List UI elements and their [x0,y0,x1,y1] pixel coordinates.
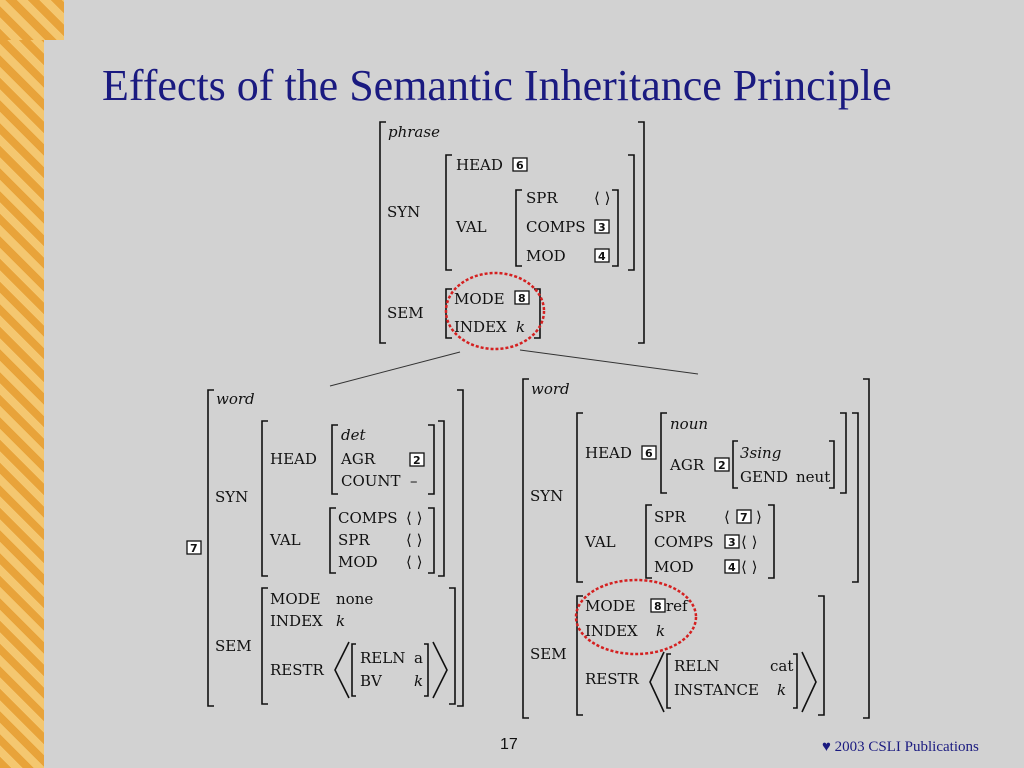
avm-left-reln: RELN [360,649,406,667]
avm-left-index: INDEX [270,612,323,630]
avm-right-mode-val: ref [666,597,688,615]
footer-text: 2003 CSLI Publications [834,739,979,755]
avm-left-comps: COMPS [338,509,398,527]
avm-top-head: HEAD [456,156,503,174]
highlight-circle [576,580,696,654]
avm-left-sem: SEM [215,637,252,655]
avm-top-mode: MODE [454,290,505,308]
avm-right-mod-val: ⟨ ⟩ [741,558,758,576]
avm-right-sem: SEM [530,645,567,663]
avm-right-head: HEAD [585,444,632,462]
tag-box [737,510,751,524]
avm-right-val: VAL [585,533,616,551]
avm-top-spr-val: ⟨ ⟩ [594,189,611,207]
svg-text:3: 3 [728,536,736,549]
svg-text:7: 7 [190,542,198,555]
heart-icon: ♥ [822,739,831,755]
avm-right-index-val: k [656,622,666,640]
avm-right-comps-val: ⟨ ⟩ [741,533,758,551]
tag-box [410,453,424,467]
tag-box [642,446,656,460]
tag-box [513,158,527,172]
svg-text:4: 4 [728,561,736,574]
avm-left-mode: MODE [270,590,321,608]
avm-right-mod: MOD [654,558,694,576]
avm-left-mode-val: none [336,590,374,608]
angle-bracket-close [802,652,816,712]
svg-text:2: 2 [413,454,421,467]
angle-bracket-open [335,642,349,698]
avm-top-val: VAL [456,218,487,236]
tag-box [187,541,201,555]
avm-right-agr-type: 3sing [740,444,782,462]
avm-left-spr-val: ⟨ ⟩ [406,531,423,549]
avm-right-syn: SYN [530,487,564,505]
avm-top-syn: SYN [387,203,421,221]
avm-left-spr: SPR [338,531,370,549]
angle-bracket-close [433,642,447,698]
svg-text:8: 8 [654,600,662,613]
avm-top-index: INDEX [454,318,507,336]
avm-left-reln-val: a [414,649,423,667]
avm-right-spr-close: ⟩ [756,508,762,526]
avm-right-spr: SPR [654,508,686,526]
avm-left-head-type: det [341,426,366,444]
tag-box [651,599,665,613]
svg-text:4: 4 [598,250,606,263]
avm-right-gend: GEND [740,468,789,486]
avm-left-count-val: – [410,472,418,490]
avm-right-mode: MODE [585,597,636,615]
avm-right-comps: COMPS [654,533,714,551]
avm-top-comps: COMPS [526,218,586,236]
highlight-circle [446,273,544,349]
avm-left-mod: MOD [338,553,378,571]
tag-box [725,560,739,574]
avm-top-mod: MOD [526,247,566,265]
tag-box [515,291,529,305]
avm-left-bv-val: k [414,672,424,690]
avm-right-spr-open: ⟨ [724,508,730,526]
tag-box [595,220,609,234]
avm-left-restr: RESTR [270,661,324,679]
avm-right-restr: RESTR [585,670,639,688]
avm-left-head: HEAD [270,450,317,468]
avm-right-instance: INSTANCE [674,681,759,699]
avm-right-agr: AGR [670,456,705,474]
avm-right-instance-val: k [777,681,787,699]
svg-text:6: 6 [516,159,524,172]
angle-bracket-open [650,652,664,712]
avm-top-spr: SPR [526,189,558,207]
tag-box [725,535,739,549]
avm-left-mod-val: ⟨ ⟩ [406,553,423,571]
avm-left-val: VAL [270,531,301,549]
page-number: 17 [500,736,518,753]
avm-top [380,122,644,349]
avm-right-reln: RELN [674,657,720,675]
avm-top-index-val: k [516,318,526,336]
tag-box [595,249,609,263]
avm-right [523,379,869,718]
avm-left-count: COUNT [341,472,401,490]
avm-right-type: word [531,380,570,398]
tag-box [715,458,729,472]
avm-left-agr: AGR [341,450,376,468]
slide-title: Effects of the Semantic Inheritance Principle [102,61,892,110]
footer [822,739,979,756]
tree-branch-left [330,352,460,386]
avm-left-index-val: k [336,612,346,630]
svg-text:3: 3 [598,221,606,234]
svg-text:2: 2 [718,459,726,472]
avm-left-syn: SYN [215,488,249,506]
avm-left-type: word [216,390,255,408]
avm-right-index: INDEX [585,622,638,640]
avm-top-sem: SEM [387,304,424,322]
avm-left-bv: BV [360,672,382,690]
svg-text:8: 8 [518,292,526,305]
avm-right-head-type: noun [670,415,709,433]
avm-right-gend-val: neut [796,468,831,486]
svg-text:7: 7 [740,511,748,524]
avm-top-type: phrase [388,123,440,141]
tree-branch-right [520,350,698,374]
svg-text:6: 6 [645,447,653,460]
avm-right-reln-val: cat [770,657,794,675]
avm-left [187,390,463,706]
avm-left-comps-val: ⟨ ⟩ [406,509,423,527]
